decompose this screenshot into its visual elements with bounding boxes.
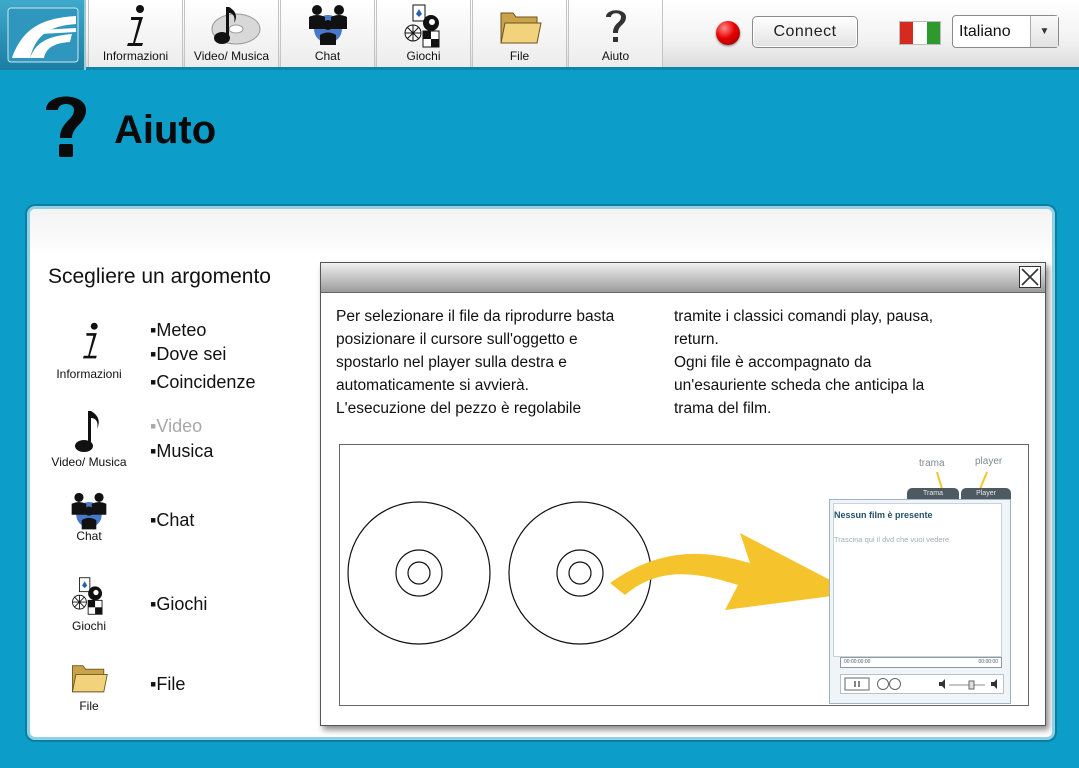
top-bar bbox=[0, 0, 1079, 70]
help-text-right: tramite i classici comandi play, pausa, return. Ogni file è accompagnato da un'esauriente scheda che anticipa la trama del film. bbox=[674, 308, 934, 417]
chat-people-icon bbox=[68, 491, 110, 533]
logo-icon bbox=[0, 0, 86, 70]
tab-player: Player bbox=[961, 488, 1011, 499]
chevron-down-icon[interactable]: ▼ bbox=[1030, 16, 1058, 47]
topic-label: Chat bbox=[76, 529, 102, 543]
volume-high-icon bbox=[991, 679, 997, 689]
topic-label: Video/ Musica bbox=[51, 455, 127, 469]
folder-icon bbox=[497, 3, 543, 49]
rewind-icon bbox=[878, 679, 889, 690]
music-note-icon bbox=[74, 409, 104, 453]
label-trama: trama bbox=[919, 458, 945, 469]
help-text-left: Per selezionare il file da riprodurre basta posizionare il cursore sull'oggetto e spostarlo nel player sulla destra e automaticamente si avvierà. L'esecuzione del pezzo è regolabile bbox=[336, 308, 615, 417]
nav-giochi[interactable] bbox=[376, 0, 471, 67]
topic-informazioni[interactable] bbox=[44, 317, 134, 381]
close-button[interactable] bbox=[1019, 266, 1041, 288]
pause-icon bbox=[845, 678, 869, 690]
topic-video-musica[interactable] bbox=[44, 409, 134, 469]
player-progress-bar: 00:00:00:00 00:00:00 bbox=[840, 657, 1002, 668]
dialog-title-bar bbox=[321, 263, 1045, 293]
games-icon bbox=[69, 575, 109, 617]
nav-label: Giochi bbox=[406, 49, 441, 63]
topics-heading: Scegliere un argomento bbox=[48, 265, 271, 288]
topic-link-chat[interactable]: ▪Chat bbox=[150, 510, 195, 530]
info-icon bbox=[69, 317, 109, 365]
forward-icon bbox=[890, 679, 901, 690]
topic-link-giochi[interactable]: ▪Giochi bbox=[150, 594, 208, 614]
help-diagram bbox=[339, 444, 1029, 706]
info-icon bbox=[113, 3, 159, 49]
nav-label: Chat bbox=[314, 49, 341, 63]
nav-video-musica[interactable] bbox=[184, 0, 279, 67]
disc-music-icon bbox=[202, 3, 262, 49]
player-mockup bbox=[829, 488, 1011, 704]
tab-trama: Trama bbox=[907, 488, 959, 499]
nav-file[interactable] bbox=[472, 0, 567, 67]
page-title: Aiuto bbox=[114, 108, 217, 152]
topic-file[interactable] bbox=[44, 657, 134, 713]
topic-giochi[interactable] bbox=[44, 575, 134, 633]
help-icon bbox=[40, 88, 92, 167]
language-value: Italiano bbox=[959, 23, 1011, 40]
logo bbox=[0, 0, 86, 70]
topic-link-dove-sei[interactable]: ▪Dove sei bbox=[150, 344, 227, 364]
nav-aiuto[interactable] bbox=[568, 0, 663, 67]
topic-link-musica[interactable]: ▪Musica bbox=[150, 441, 214, 461]
player-hint: Trascina qui il dvd che vuoi vedere bbox=[834, 535, 950, 544]
topic-label: File bbox=[79, 699, 99, 713]
folder-icon bbox=[67, 657, 111, 697]
player-controls bbox=[840, 674, 1004, 694]
panel-header bbox=[30, 209, 1052, 259]
nav-label: Informazioni bbox=[102, 49, 169, 63]
disc-icon bbox=[348, 502, 490, 644]
player-title: Nessun film è presente bbox=[834, 510, 933, 520]
nav-label: Aiuto bbox=[601, 49, 630, 63]
nav-chat[interactable] bbox=[280, 0, 375, 67]
volume-low-icon bbox=[939, 679, 945, 689]
games-icon bbox=[401, 3, 447, 49]
topic-label: Giochi bbox=[71, 619, 106, 633]
topic-chat[interactable] bbox=[44, 491, 134, 543]
topic-link-file[interactable]: ▪File bbox=[150, 674, 186, 694]
label-player: player bbox=[975, 456, 1003, 467]
player-screen bbox=[833, 503, 1002, 657]
volume-slider-handle bbox=[969, 681, 974, 689]
connect-button[interactable]: Connect bbox=[752, 16, 858, 48]
help-dialog bbox=[320, 262, 1046, 726]
nav-informazioni[interactable] bbox=[88, 0, 183, 67]
topic-link-video[interactable]: ▪Video bbox=[150, 416, 203, 436]
topic-link-coincidenze[interactable]: ▪Coincidenze bbox=[150, 372, 256, 392]
player-body bbox=[829, 499, 1011, 704]
close-icon bbox=[1020, 267, 1040, 287]
chat-people-icon bbox=[305, 3, 351, 49]
connection-status-led bbox=[716, 21, 740, 45]
language-select[interactable] bbox=[952, 15, 1059, 48]
nav-label: File bbox=[509, 49, 530, 63]
topic-label: Informazioni bbox=[56, 367, 122, 381]
topic-link-meteo[interactable]: ▪Meteo bbox=[150, 320, 207, 340]
help-icon bbox=[593, 3, 639, 49]
help-panel bbox=[27, 206, 1055, 740]
italian-flag-icon bbox=[899, 21, 941, 45]
nav-label: Video/ Musica bbox=[193, 49, 270, 63]
